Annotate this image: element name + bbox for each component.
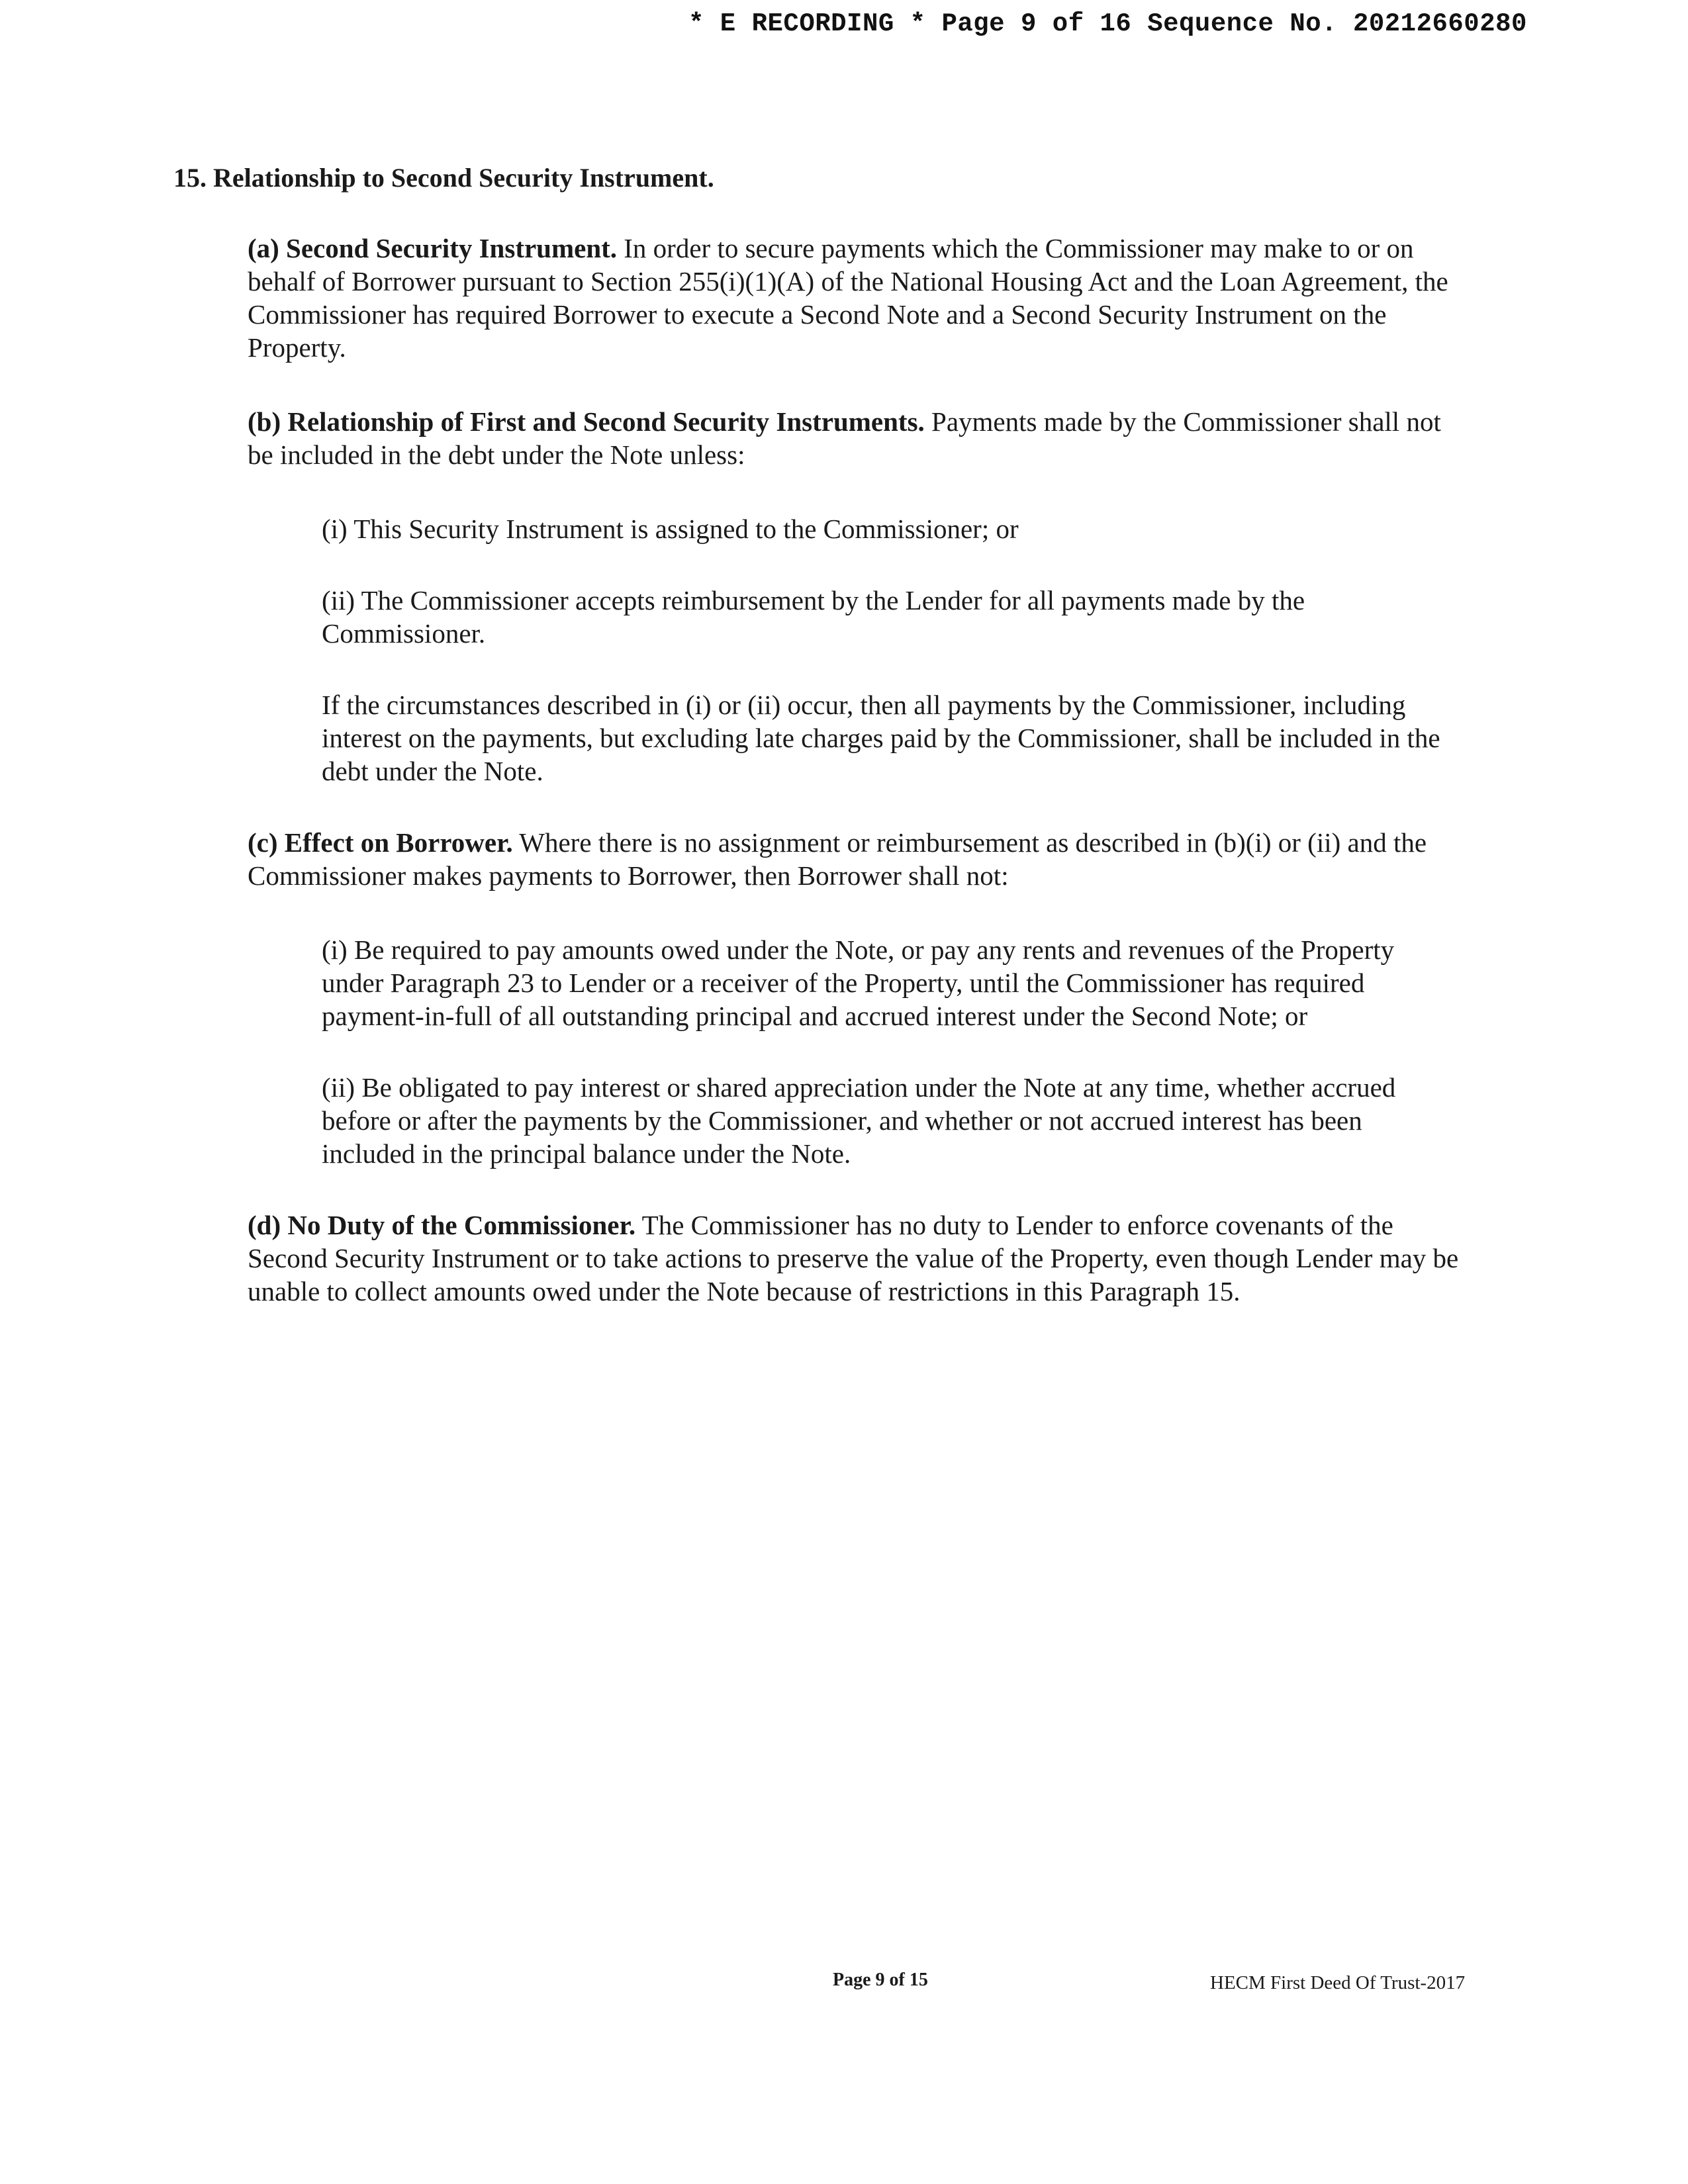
paragraph-c-heading: (c) Effect on Borrower. <box>248 827 513 858</box>
paragraph-d-text: The Commissioner has no duty to Lender to enforce covenants of the Second Security Instrument or to take actions to preserve the value of the Property, even though Lender may be unable to collect amounts owed under the Note because of restrictions in this Paragraph 15. <box>248 1210 1459 1306</box>
paragraph-c <box>248 826 1459 892</box>
section-heading: 15. Relationship to Second Security Instrument. <box>173 163 714 193</box>
paragraph-c-text: Where there is no assignment or reimbursement as described in (b)(i) or (ii) and the Commissioner makes payments to Borrower, then Borrower shall not: <box>248 827 1427 891</box>
paragraph-c-item-i: (i) Be required to pay amounts owed under the Note, or pay any rents and revenues of the Property under Paragraph 23 to Lender or a receiver of the Property, until the Commissioner has required payment-in-full of all outstanding principal and accrued interest under the Second Note; or <box>322 934 1395 1031</box>
paragraph-b-conclusion: If the circumstances described in (i) or (ii) occur, then all payments by the Commissioner, including interest on the payments, but excluding late charges paid by the Commissioner, shall be included in the debt under the Note. <box>322 690 1440 786</box>
document-body <box>173 162 1471 1349</box>
paragraph-b-item-ii: (ii) The Commissioner accepts reimbursement by the Lender for all payments made by the Commissioner. <box>322 585 1305 649</box>
paragraph-b <box>248 405 1459 471</box>
paragraph-a <box>248 232 1459 364</box>
paragraph-a-text: In order to secure payments which the Commissioner may make to or on behalf of Borrower pursuant to Section 255(i)(1)(A) of the National Housing Act and the Loan Agreement, the Commissioner has required Borrower to execute a Second Note and a Second Security Instrument on the Property. <box>248 233 1448 363</box>
paragraph-a-heading: (a) Second Security Instrument. <box>248 233 618 263</box>
recording-header: * E RECORDING * Page 9 of 16 Sequence No. 20212660280 <box>688 9 1527 38</box>
footer-page-number: Page 9 of 15 <box>833 1970 928 1990</box>
paragraph-d <box>248 1208 1459 1308</box>
paragraph-b-item-i: (i) This Security Instrument is assigned to the Commissioner; or <box>322 514 1019 544</box>
paragraph-b-text: Payments made by the Commissioner shall not be included in the debt under the Note unless: <box>248 406 1441 470</box>
paragraph-c-item-ii: (ii) Be obligated to pay interest or shared appreciation under the Note at any time, whether accrued before or after the payments by the Commissioner, and whether or not accrued interest has been included in the principal balance under the Note. <box>322 1072 1396 1169</box>
paragraph-b-heading: (b) Relationship of First and Second Security Instruments. <box>248 406 925 437</box>
footer-document-title: HECM First Deed Of Trust-2017 <box>1210 1972 1466 1993</box>
paragraph-d-heading: (d) No Duty of the Commissioner. <box>248 1210 636 1240</box>
